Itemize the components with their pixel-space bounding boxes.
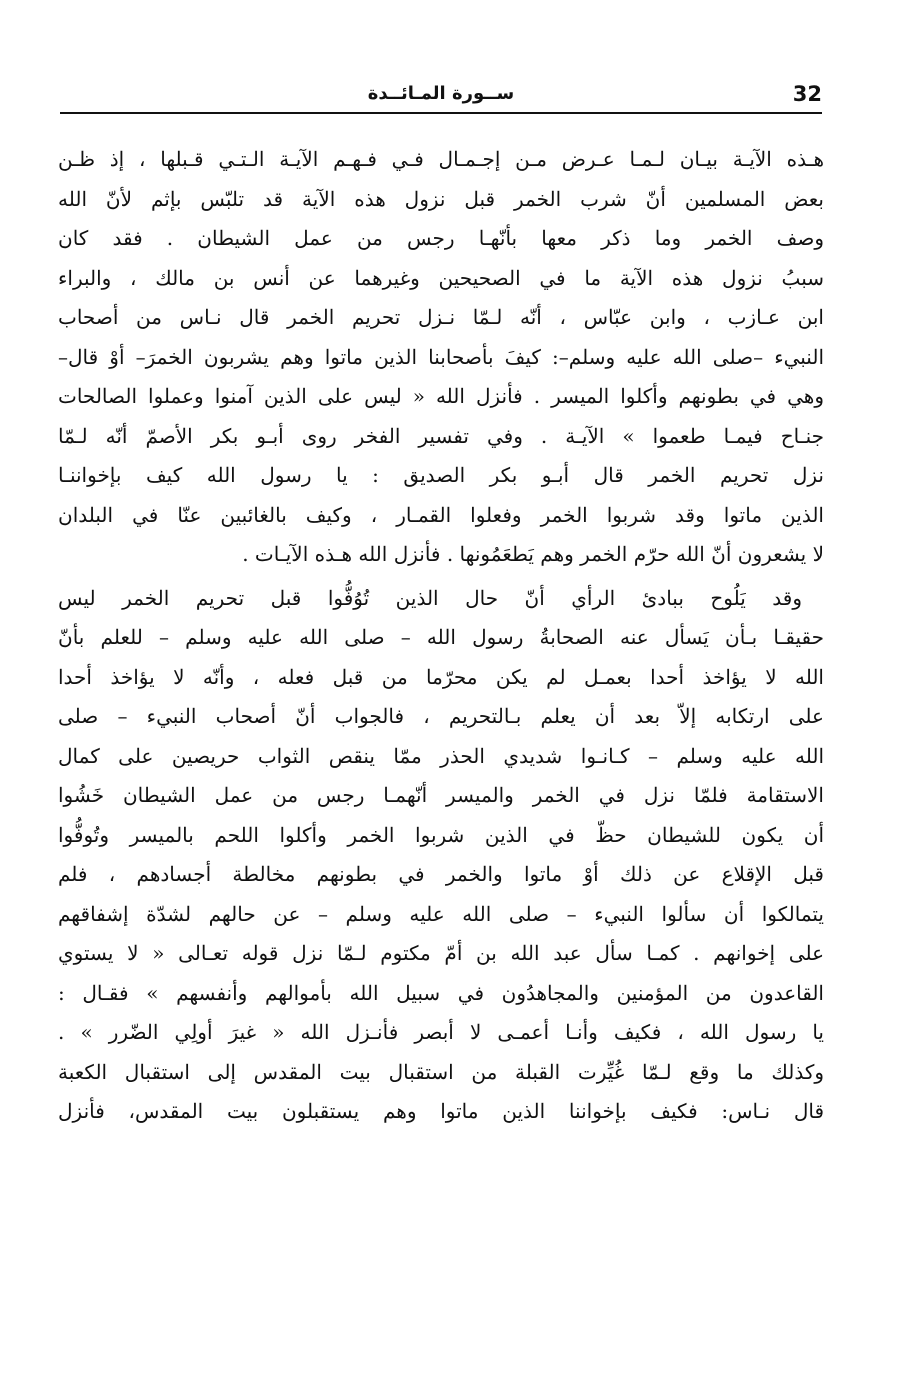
text-line: سببُ نزول هذه الآية ما في الصحيحين وغيرهما عن أنس بن مالك ، والبراء bbox=[58, 265, 824, 290]
text-line: الاستقامة فلمّا نزل في الخمر والميسر أنّهمـا رجس من عمل الشيطان خَشُوا bbox=[58, 783, 824, 807]
paragraph bbox=[58, 579, 824, 1132]
text-line: الله لا يؤاخذ أحدا بعمـل لم يكن محرّما من قبل فعله ، وأنّه لا يؤاخذ أحدا bbox=[58, 664, 824, 689]
text-line: جنـاح فيمـا طعموا » الآيـة . وفي تفسير الفخر روى أبـو بكر الأصمّ أنّه لـمّا bbox=[58, 423, 824, 448]
text-line: قال نـاس: فكيف بإخواننا الذين ماتوا وهم يستقبلون بيت المقدس، فأنزل bbox=[58, 1099, 824, 1123]
text-line: يتمالكوا أن سألوا النبيء – صلى الله عليه وسلم – عن حالهم لشدّة إشفاقهم bbox=[58, 901, 824, 926]
text-line: نزل تحريم الخمر قال أبـو بكر الصديق : يا رسول الله كيف بإخواننـا bbox=[58, 463, 824, 487]
text-line: حقيقـا بـأن يَسأل عنه الصحابةُ رسول الله – صلى الله عليه وسلم – للعلم بأنّ bbox=[58, 625, 824, 649]
text-line: على إخوانهم . كمـا سأل عبد الله بن أمّ مكتوم لـمّا نزل قوله تعـالى « لا يستوي bbox=[58, 941, 824, 965]
text-line: النبيء –صلى الله عليه وسلم–: كيفَ بأصحابنا الذين ماتوا وهم يشربون الخمرَ– أوْ قال– bbox=[58, 344, 824, 369]
text-line: هـذه الآيـة بيـان لـمـا عـرض مـن إجـمـال فـي فـهـم الآيـة الـتـي قـبلها ، إذ ظـن bbox=[58, 147, 824, 171]
header-divider bbox=[60, 112, 822, 114]
text-line: وهي في بطونهم وأكلوا الميسر . فأنزل الله « ليس على الذين آمنوا وعملوا الصالحات bbox=[58, 384, 824, 408]
text-line: وكذلك ما وقع لـمّا غُيِّرت القبلة من استقبال بيت المقدس إلى استقبال الكعبة bbox=[58, 1059, 824, 1084]
text-line: لا يشعرون أنّ الله حرّم الخمر وهم يَطعَمُونها . فأنزل الله هـذه الآيـات . bbox=[242, 542, 824, 566]
text-line: وقد يَلُوح ببادئ الرأي أنّ حال الذين تُوُفُّوا قبل تحريم الخمر ليس bbox=[58, 585, 802, 610]
text-line: القاعدون من المؤمنين والمجاهدُون في سبيل الله بأموالهم وأنفسهم » فقـال : bbox=[58, 980, 824, 1005]
text-line: الله عليه وسلم – كـانـوا شديدي الحذر ممّا ينقص الثواب حريصين على كمال bbox=[58, 743, 824, 768]
paragraph bbox=[58, 140, 824, 575]
body-text bbox=[58, 140, 824, 1132]
text-line: الذين ماتوا وقد شربوا الخمر وفعلوا القمـار ، وكيف بالغائبين عنّا في البلدان bbox=[58, 502, 824, 527]
text-line: بعض المسلمين أنّ شرب الخمر قبل نزول هذه الآية قد تلبّس بإثم لأنّ الله bbox=[58, 186, 824, 211]
text-line: على ارتكابه إلاّ بعد أن يعلم بـالتحريم ، فالجواب أنّ أصحاب النبيء – صلى bbox=[58, 704, 824, 728]
text-line: أن يكون للشيطان حظّ في الذين شربوا الخمر وأكلوا اللحم بالميسر وتُوفُّوا bbox=[58, 822, 824, 847]
text-line: يا رسول الله ، فكيف وأنـا أعمـى لا أبصر فأنـزل الله « غيرَ أولِي الضّرر » . bbox=[58, 1020, 824, 1044]
running-header bbox=[60, 80, 822, 112]
text-line: وصف الخمر وما ذكر معها بأنّهـا رجس من عمل الشيطان . فقد كان bbox=[58, 226, 824, 250]
text-line: ابن عـازب ، وابن عبّاس ، أنّه لـمّا نـزل تحريم الخمر قال نـاس من أصحاب bbox=[58, 305, 824, 329]
text-line: قبل الإقلاع عن ذلك أوْ ماتوا والخمر في بطونهم مخالطة أجسادهم ، فلم bbox=[58, 862, 824, 886]
page-number: 32 bbox=[792, 82, 822, 106]
surah-title: ســورة المـائــدة bbox=[367, 83, 515, 104]
